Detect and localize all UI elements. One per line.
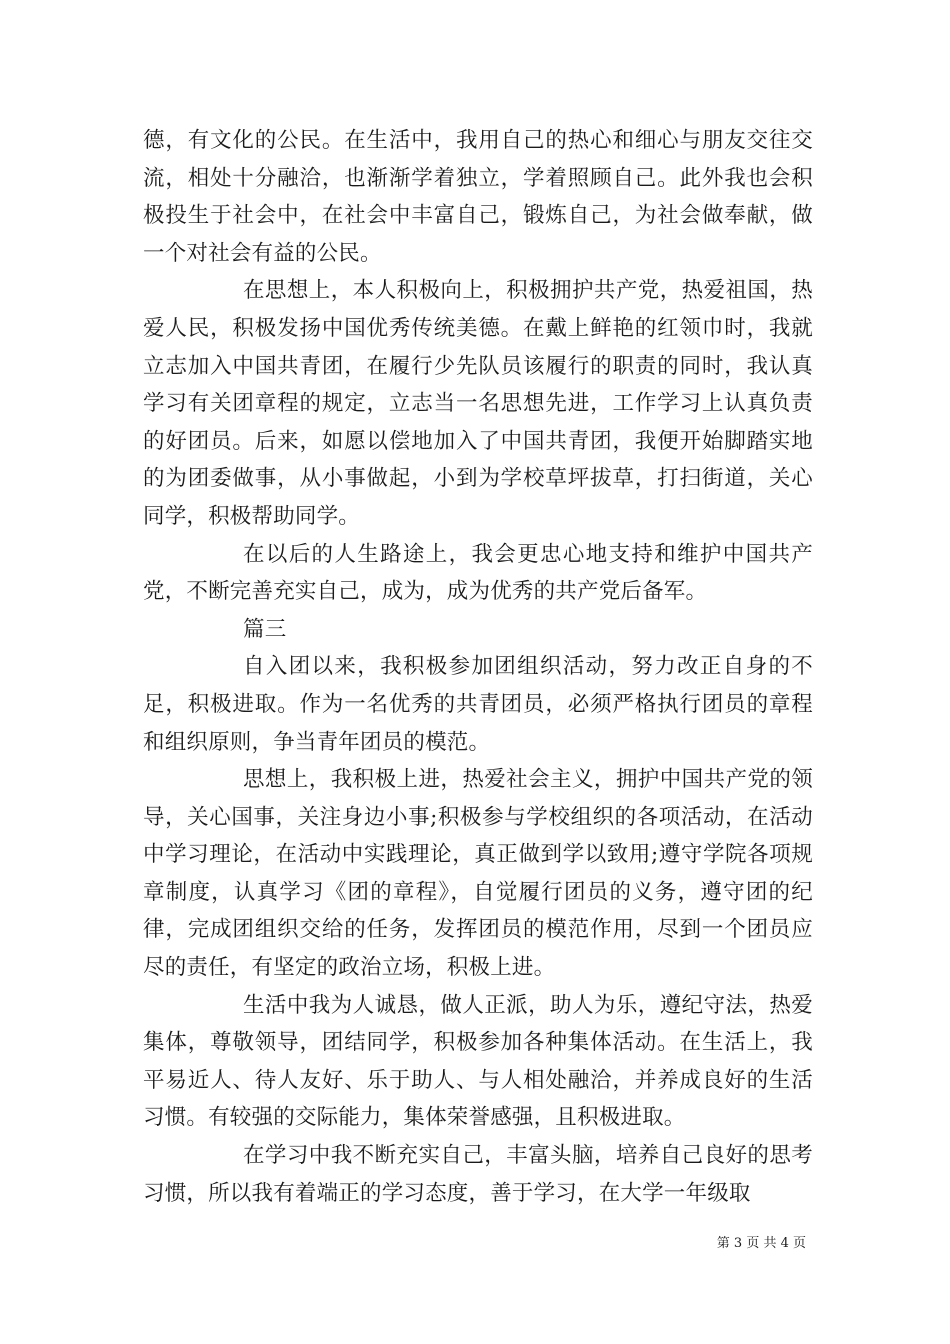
paragraph-6: 生活中我为人诚恳，做人正派，助人为乐，遵纪守法，热爱集体，尊敬领导，团结同学，积极参加各种集体活动。在生活上，我平易近人、待人友好、乐于助人、与人相处融洽，并养成良好的生活习惯。有较强的交际能力，集体荣誉感强，且积极进取。 [143,992,813,1131]
paragraph-4: 自入团以来，我积极参加团组织活动，努力改正自身的不足，积极进取。作为一名优秀的共青团员，必须严格执行团员的章程和组织原则，争当青年团员的模范。 [143,654,813,755]
section-heading: 篇三 [243,616,287,642]
paragraph-7: 在学习中我不断充实自己，丰富头脑，培养自己良好的思考习惯，所以我有着端正的学习态度，善于学习，在大学一年级取 [143,1143,813,1206]
paragraph-2: 在思想上，本人积极向上，积极拥护共产党，热爱祖国，热爱人民，积极发扬中国优秀传统美德。在戴上鲜艳的红领巾时，我就立志加入中国共青团，在履行少先队员该履行的职责的同时，我认真学习有关团章程的规定，立志当一名思想先进，工作学习上认真负责的好团员。后来，如愿以偿地加入了中国共青团，我便开始脚踏实地的为团委做事，从小事做起，小到为学校草坪拔草，打扫街道，关心同学，积极帮助同学。 [143,278,813,529]
document-body [143,122,813,1212]
paragraph-1: 德，有文化的公民。在生活中，我用自己的热心和细心与朋友交往交流，相处十分融洽，也渐渐学着独立，学着照顾自己。此外我也会积极投生于社会中，在社会中丰富自己，锻炼自己，为社会做奉献，做一个对社会有益的公民。 [143,128,813,266]
paragraph-5: 思想上，我积极上进，热爱社会主义，拥护中国共产党的领导，关心国事，关注身边小事;积极参与学校组织的各项活动，在活动中学习理论，在活动中实践理论，真正做到学以致用;遵守学院各项规章制度，认真学习《团的章程》，自觉履行团员的义务，遵守团的纪律，完成团组织交给的任务，发挥团员的模范作用，尽到一个团员应尽的责任，有坚定的政治立场，积极上进。 [143,767,813,981]
page-number-footer: 第 3 页 共 4 页 [716,1236,806,1251]
paragraph-3: 在以后的人生路途上，我会更忠心地支持和维护中国共产党，不断完善充实自己，成为，成为优秀的共产党后备军。 [143,541,813,605]
